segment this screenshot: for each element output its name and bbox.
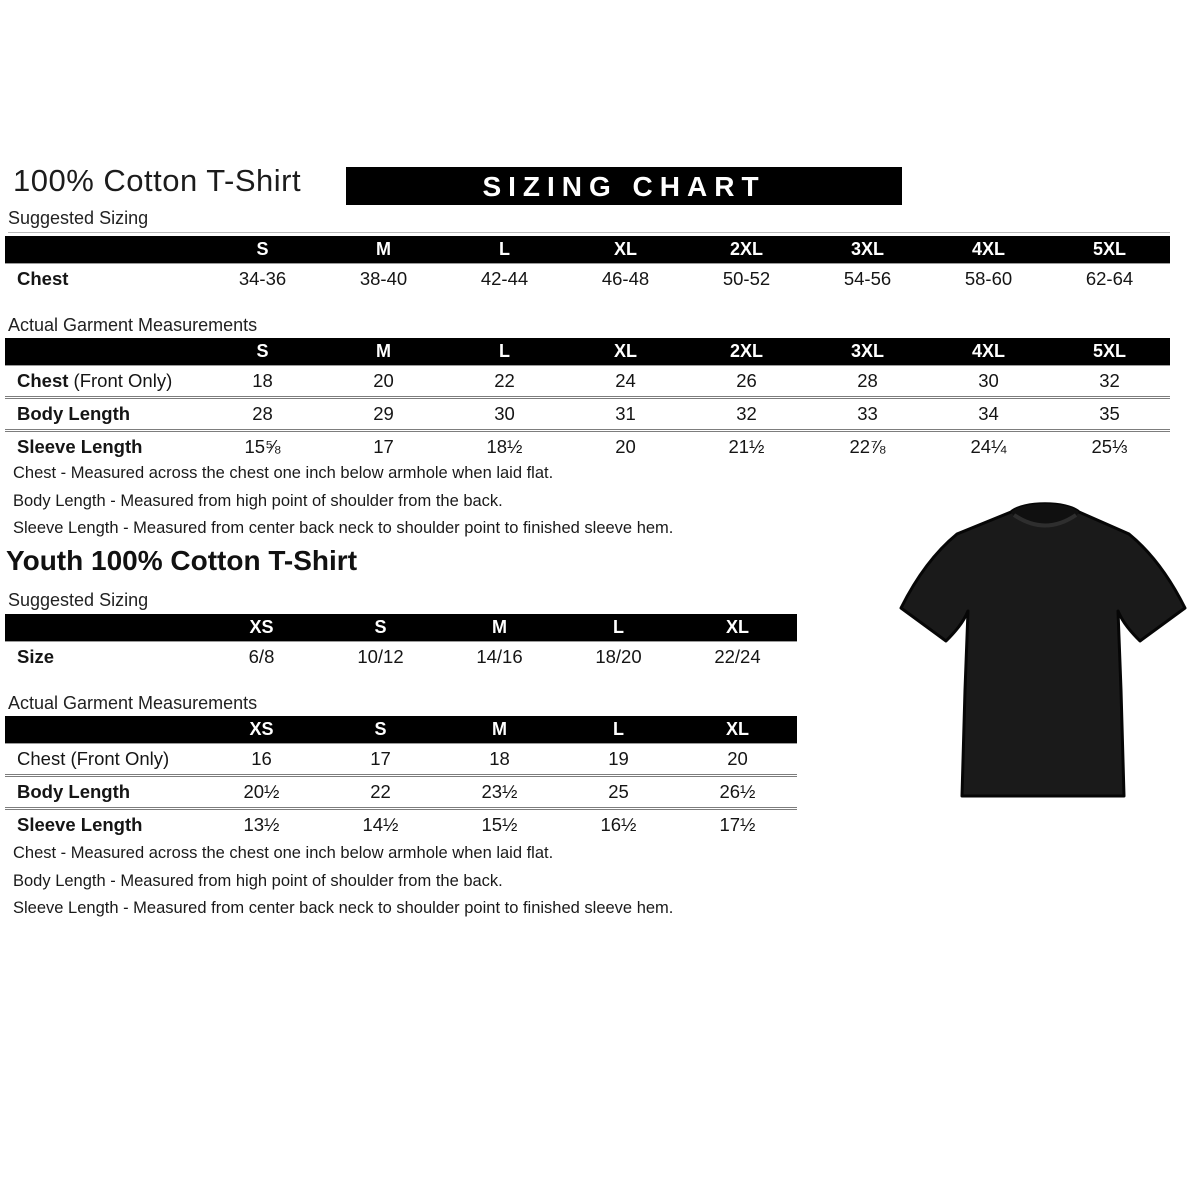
measurement-value: 17½ [719,814,756,835]
measurement-value: 18½ [486,436,523,457]
footnote-line: Sleeve Length - Measured from center back neck to shoulder point to finished sleeve hem. [13,899,674,917]
adult-suggested-sizing-label: Suggested Sizing [8,208,1170,233]
footnote-line: Chest - Measured across the chest one inch below armhole when laid flat. [13,844,554,862]
measurement-value: 15½ [481,814,518,835]
size-column-header: S [374,617,387,637]
row-label: Chest (Front Only) [17,748,170,769]
size-column-header: S [256,341,269,361]
measurement-row [5,429,1170,462]
size-column-header: 5XL [1092,341,1126,361]
size-column-header: M [492,719,507,739]
footnote-line: Chest - Measured across the chest one inch below armhole when laid flat. [13,464,554,482]
table-header-row [5,236,1170,264]
measurement-value: 18/20 [595,646,642,667]
size-column-header: XL [613,239,637,259]
measurement-value: 35 [1099,403,1120,424]
measurement-row [5,264,1170,294]
size-column-header: 3XL [850,341,884,361]
size-column-header: XS [249,617,274,637]
footnote-line: Sleeve Length - Measured from center back neck to shoulder point to finished sleeve hem. [13,519,674,537]
adult-measurement-footnotes [13,460,673,543]
size-column-header: L [499,341,510,361]
measurement-value: 10/12 [357,646,404,667]
measurement-value: 38-40 [359,268,408,289]
youth-measurement-footnotes [13,840,673,923]
size-column-header: L [613,719,624,739]
measurement-value: 54-56 [843,268,892,289]
measurement-value: 14½ [362,814,399,835]
row-label: Sleeve Length [17,436,143,457]
measurement-value: 25⅓ [1091,436,1128,457]
measurement-value: 46-48 [601,268,650,289]
size-column-header: XL [613,341,637,361]
table-header-row [5,614,797,642]
measurement-value: 16½ [600,814,637,835]
youth-suggested-sizing-label: Suggested Sizing [8,590,797,615]
measurement-value: 13½ [243,814,280,835]
row-label: Chest [17,268,69,289]
size-column-header: M [376,341,391,361]
measurement-value: 34 [978,403,999,424]
measurement-value: 22 [370,781,391,802]
row-label: Sleeve Length [17,814,143,835]
youth-section-title: Youth 100% Cotton T-Shirt [6,545,358,576]
size-column-header: XL [725,617,749,637]
table-header-row [5,338,1170,366]
measurement-value: 34-36 [238,268,287,289]
measurement-value: 50-52 [722,268,771,289]
youth-suggested-sizing-table [5,614,797,672]
measurement-value: 21½ [728,436,765,457]
measurement-value: 29 [373,403,394,424]
measurement-value: 42-44 [480,268,529,289]
size-column-header: XL [725,719,749,739]
measurement-value: 15⅝ [244,436,281,457]
size-column-header: 2XL [729,239,763,259]
measurement-value: 6/8 [248,646,275,667]
measurement-value: 22⅞ [849,436,886,457]
measurement-value: 17 [373,436,394,457]
row-label: Body Length [17,403,131,424]
measurement-row [5,396,1170,429]
measurement-row [5,366,1170,396]
measurement-row [5,774,797,807]
table-header-row [5,716,797,744]
size-column-header: 2XL [729,341,763,361]
measurement-value: 58-60 [964,268,1013,289]
row-label: Size [17,646,55,667]
measurement-value: 25 [608,781,629,802]
measurement-value: 28 [252,403,273,424]
size-column-header: S [256,239,269,259]
measurement-value: 26½ [719,781,756,802]
size-column-header: L [499,239,510,259]
measurement-value: 32 [736,403,757,424]
measurement-value: 22/24 [714,646,761,667]
row-label: Chest (Front Only) [17,370,173,391]
measurement-value: 30 [494,403,515,424]
sizing-chart-banner: SIZING CHART [346,167,902,205]
adult-actual-measurements-label: Actual Garment Measurements [8,315,1170,340]
measurement-row [5,807,797,840]
youth-actual-measurements-table [5,716,797,840]
row-label: Body Length [17,781,131,802]
measurement-value: 28 [857,370,878,391]
page-title: 100% Cotton T-Shirt [13,163,302,198]
measurement-row [5,744,797,774]
measurement-value: 26 [736,370,757,391]
measurement-value: 23½ [481,781,518,802]
measurement-value: 24¼ [970,436,1007,457]
measurement-value: 33 [857,403,878,424]
measurement-value: 32 [1099,370,1120,391]
size-column-header: XS [249,719,274,739]
size-column-header: M [376,239,391,259]
footnote-line: Body Length - Measured from high point of shoulder from the back. [13,491,503,510]
size-column-header: 3XL [850,239,884,259]
measurement-value: 20 [727,748,748,769]
size-column-header: S [374,719,387,739]
measurement-value: 62-64 [1085,268,1134,289]
size-column-header: 5XL [1092,239,1126,259]
measurement-value: 19 [608,748,629,769]
measurement-value: 24 [615,370,636,391]
measurement-value: 16 [251,748,272,769]
tshirt-body [901,504,1185,796]
youth-actual-measurements-label: Actual Garment Measurements [8,693,797,718]
measurement-value: 31 [615,403,636,424]
measurement-value: 20½ [243,781,280,802]
measurement-row [5,642,797,672]
measurement-value: 18 [489,748,510,769]
measurement-value: 14/16 [476,646,523,667]
size-column-header: 4XL [971,239,1005,259]
adult-suggested-sizing-table [5,236,1170,294]
footnote-line: Body Length - Measured from high point of shoulder from the back. [13,871,503,890]
size-column-header: M [492,617,507,637]
adult-actual-measurements-table [5,338,1170,462]
measurement-value: 20 [373,370,394,391]
measurement-value: 18 [252,370,273,391]
measurement-value: 20 [615,436,636,457]
measurement-value: 22 [494,370,515,391]
black-tshirt-image [893,490,1193,805]
size-column-header: 4XL [971,341,1005,361]
measurement-value: 17 [370,748,391,769]
size-column-header: L [613,617,624,637]
measurement-value: 30 [978,370,999,391]
